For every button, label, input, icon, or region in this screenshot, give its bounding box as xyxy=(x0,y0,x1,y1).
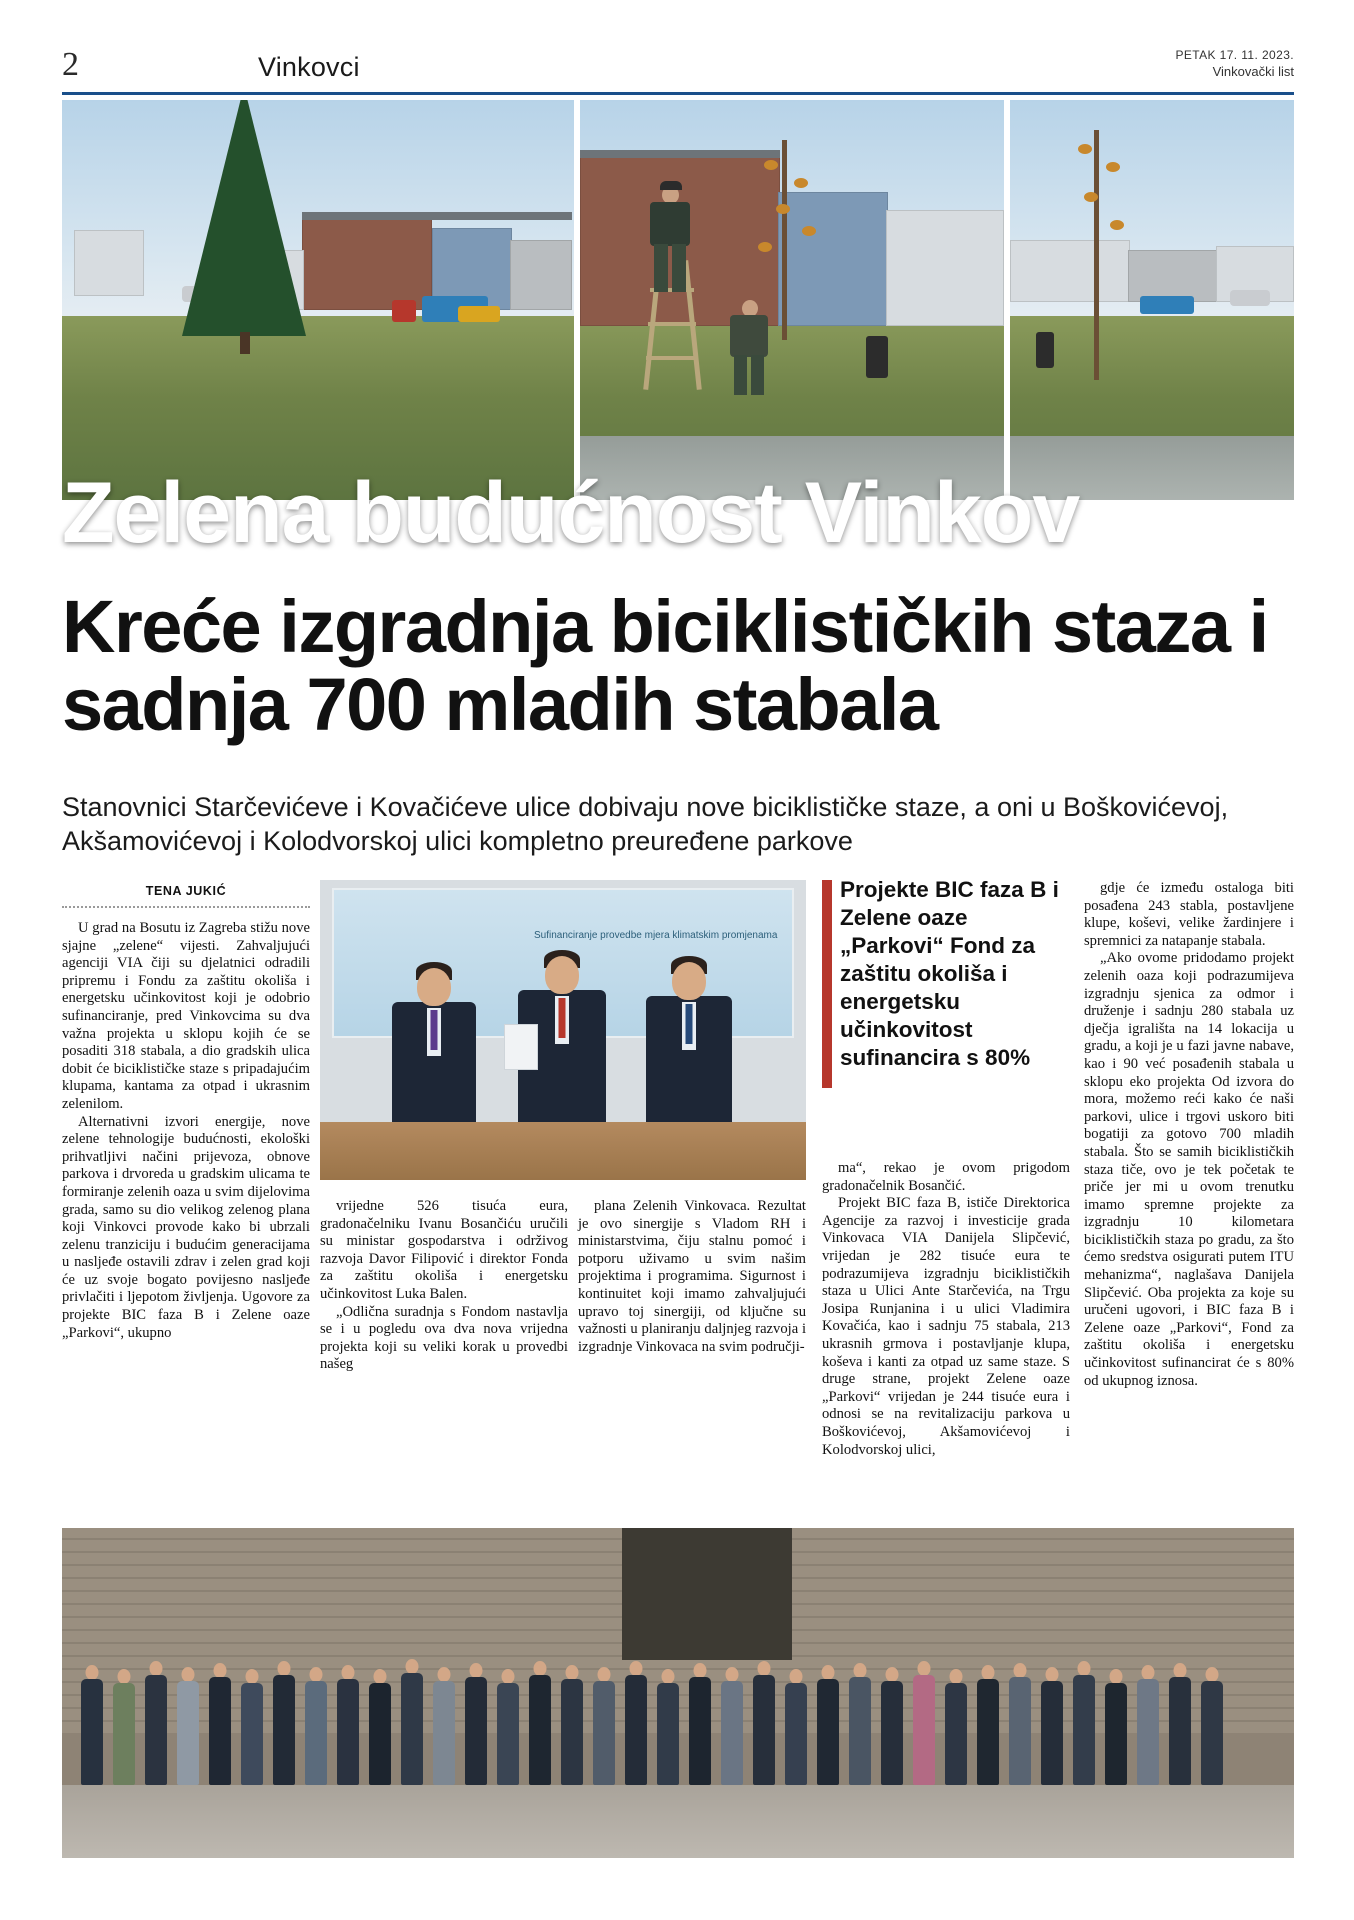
person-left xyxy=(392,1002,476,1122)
photo-group-portrait xyxy=(62,1528,1294,1858)
body-column-3 xyxy=(578,1198,806,1356)
masthead xyxy=(62,46,1294,92)
body-column-4 xyxy=(822,1160,1070,1459)
paragraph: plana Zelenih Vinkovaca. Rezultat je ovo sinergije s Vladom RH i ministarstvima, čiju stalnu pomoć i potporu uživamo u svim našim projektima i programima. Sigurnost i kontinuitet koji imamo zahvaljujući upravo toj sinergiji, od ključne su važnosti u planiranju daljnjeg razvoja i izgradnje Vinkovaca na svim područji- xyxy=(578,1198,806,1355)
overlay-headline: Zelena budućnost Vinkov xyxy=(62,465,1080,561)
paragraph: U grad na Bosutu iz Zagreba stižu nove sjajne „zelene“ vijesti. Zahvaljujući agenciji VIA čiji su djelatnici odradili pripremu i Fondu za zaštitu okoliša i energetsku učinkovitost koji je odobrio sufinanciranje, pred Vinkovcima su dva važna projekta u sklopu kojih će se posaditi 318 stabala, a dio gradskih ulica dobit će biciklističke staze s pripadajućim klupama, kantama za otpad i ukrasnim zelenilom. xyxy=(62,920,310,1112)
photo-strip xyxy=(62,100,1294,500)
page-number: 2 xyxy=(62,46,79,83)
paragraph: Projekt BIC faza B, ističe Direktorica Agencije za razvoj i investicije grada Vinkovaca VIA Danijela Slipčević, vrijedan je 282 tisuće eura te podrazumijeva izgradnju biciklističkih staza u Ulici Ante Starčevića, na Trgu Josipa Runjanina i u ulici Vladimira Kovačića, kao i sadnju 75 stabala, 213 ukrasnih grmova i postavljanje klupa, koševa i kanti za otpad uz same staze. S druge strane, projekt Zelene oaze „Parkovi“ vrijedan je 244 tisuće eura i odnosi se na revitalizaciju parkova u Boškovićevoj, Akšamovićevoj i Kolodvorskoj ulici, xyxy=(822,1195,1070,1458)
paragraph: gdje će između ostaloga biti posađena 243 stabla, postavljene klupe, koševi, velike žardinjere i spremnici za natapanje stabala. xyxy=(1084,880,1294,949)
pull-quote-text: Projekte BIC faza B i Zelene oaze „Parkovi“ Fond za zaštitu okoliša i energetsku učinkovitost sufinancira s 80% xyxy=(840,877,1059,1070)
photo-contract-signing xyxy=(320,880,806,1180)
section-title: Vinkovci xyxy=(258,52,360,82)
screen-caption: Sufinanciranje provedbe mjera klimatskim promjenama xyxy=(534,930,778,941)
worker-on-ladder xyxy=(642,186,702,296)
article-headline: Kreće izgradnja biciklističkih staza i sadnja 700 mladih stabala xyxy=(62,585,1268,746)
photo-worker-planting-tree xyxy=(580,100,1004,500)
body-column-1 xyxy=(62,920,310,1342)
paragraph: „Ako ovome pridodamo projekt zelenih oaza koji podrazumijeva izgradnju sjenica za odmor i druženje i sadnju 280 stabala uz dječja igrališta na 14 lokacija u gradu, a koji je u fazi javne nabave, kao i 90 već posađenih stabala u sklopu eko projekta Od izvora do mora, možemo reći kako će naši parkovi, ulice i trgovi uskoro biti bogatiji za gotovo 700 mladih stabala. Što se samih biciklističkih staza tiče, ovo je tek početak te priče jer mi u ovom trenutku imamo spremne projekte za izgradnju 10 kilometara biciklističkih staza po gradu, za što ćemo sredstva osigurati putem ITU mehanizma“, naglašava Danijela Slipčević. Oba projekta za koje su uručeni ugovori, i BIC faza B i Zelene oaze „Parkovi“, Fond za zaštitu okoliša i energetsku učinkovitost sufinancirat će s 80% od ukupnog iznosa. xyxy=(1084,950,1294,1389)
person-center xyxy=(518,990,606,1122)
person-right xyxy=(646,996,732,1122)
article-standfirst: Stanovnici Starčevićeve i Kovačićeve ulice dobivaju nove biciklističke staze, a oni u Boškovićevoj, Akšamovićevoj i Kolodvorskoj ulici kompletno preuređene parkove xyxy=(62,792,1229,856)
issue-date: PETAK 17. 11. 2023. xyxy=(1175,48,1294,62)
paragraph: vrijedne 526 tisuća eura, gradonačelniku Ivanu Bosančiću uručili su ministar gospodarstva i održivog razvoja Davor Filipović i direktor Fonda za zaštitu okoliša i energetsku učinkovitost Luka Balen. xyxy=(320,1198,568,1302)
article-body xyxy=(62,877,1294,1510)
byline-divider xyxy=(62,906,310,908)
pull-quote-bar xyxy=(822,880,832,1088)
masthead-meta xyxy=(1175,48,1294,79)
paragraph: „Odlična suradnja s Fondom nastavlja se i u pogledu ova dva nova vrijedna projekta koji su veliki korak u provedbi našeg xyxy=(320,1303,568,1373)
paragraph: Alternativni izvori energije, nove zelene tehnologije budućnosti, ekološki prihvatljivi načini prijevoza, obnove parkova i drvoreda u gradskim ulicama te formiranje zelenih oaza u svim dijelovima grada, samo su dio velikog zelenog plana koji Vinkovci provode kako bi ubrzali zelenu tranziciju i budućim generacijama u nasljeđe ostavili zdrav i zelen grad koji će uz svoje bogato povijesno nasljeđe privlačiti i ljepotom življenja. Ugovore za projekte BIC faza B i Zelene oaze „Parkovi“, ukupno xyxy=(62,1113,310,1341)
body-column-5 xyxy=(1084,880,1294,1390)
crowd xyxy=(62,1640,1294,1785)
worker-standing xyxy=(726,300,778,396)
byline: TENA JUKIĆ xyxy=(145,884,227,898)
photo-kindergarten-with-conifer xyxy=(62,100,574,500)
body-column-2 xyxy=(320,1198,568,1374)
publication-name: Vinkovački list xyxy=(1212,64,1294,79)
photo-street-with-saplings xyxy=(1010,100,1294,500)
paragraph: ma“, rekao je ovom prigodom gradonačelnik Bosančić. xyxy=(822,1160,1070,1194)
header-rule xyxy=(62,92,1294,95)
